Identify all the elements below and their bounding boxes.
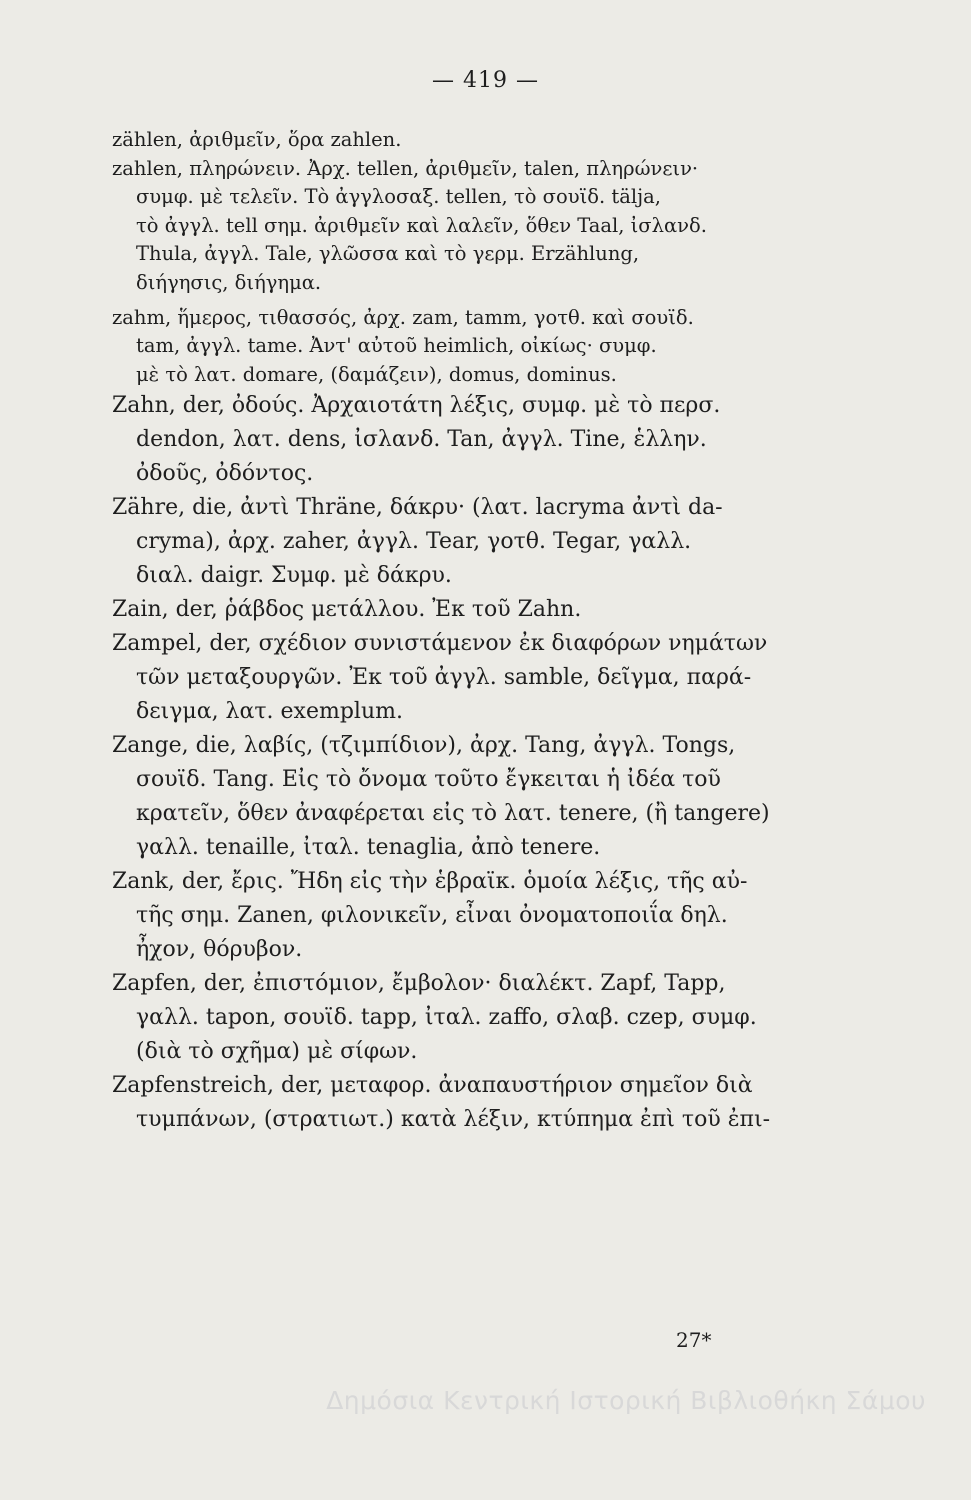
text-line: μὲ τὸ λατ. domare, (δαμάζειν), domus, dominus. [136,362,617,386]
text-line: dendon, λατ. dens, ἰσλανδ. Tan, ἀγγλ. Tine, ἑλλην. [136,427,707,453]
text-line: ἦχον, θόρυβον. [136,937,303,963]
text-line: τῶν μεταξουργῶν. Ἐκ τοῦ ἀγγλ. samble, δεῖγμα, παρά- [136,665,752,691]
text-line: Zapfenstreich, der, μεταφορ. ἀναπαυστήριον σημεῖον διὰ [112,1073,753,1099]
text-line: Zapfen, der, ἐπιστόμιον, ἔμβολον· διαλέκτ. Zapf, Tapp, [112,971,726,997]
text-line: Zähre, die, ἀντὶ Thräne, δάκρυ· (λατ. lacryma ἀντὶ da- [112,495,723,521]
text-line: (διὰ τὸ σχῆμα) μὲ σίφων. [136,1039,418,1065]
page-number: — 419 — [432,68,539,93]
text-line: zahm, ἥμερος, τιθασσός, ἀρχ. zam, tamm, γοτθ. καὶ σουϊδ. [112,305,694,329]
library-watermark: Δημόσια Κεντρική Ιστορική Βιβλιοθήκη Σάμου [326,1386,926,1415]
text-line: cryma), ἀρχ. zaher, ἀγγλ. Tear, γοτθ. Tegar, γαλλ. [136,529,692,555]
text-line: Zain, der, ῥάβδος μετάλλου. Ἐκ τοῦ Zahn. [112,597,582,623]
text-line: σουϊδ. Tang. Εἰς τὸ ὄνομα τοῦτο ἔγκειται ἡ ἰδέα τοῦ [136,767,721,793]
text-line: τῆς σημ. Zanen, φιλονικεῖν, εἶναι ὀνοματοποιΐα δηλ. [136,903,728,929]
text-line: ὀδοῦς, ὀδόντος. [136,461,314,487]
text-line: τυμπάνων, (στρατιωτ.) κατὰ λέξιν, κτύπημα ἐπὶ τοῦ ἐπι- [136,1107,771,1133]
text-line: Zank, der, ἔρις. Ἤδη εἰς τὴν ἑβραϊκ. ὁμοία λέξις, τῆς αὐ- [112,869,748,895]
text-line: συμφ. μὲ τελεῖν. Τὸ ἀγγλοσαξ. tellen, τὸ σουϊδ. tälja, [136,185,661,209]
text-line: zählen, ἀριθμεῖν, ὅρα zahlen. [112,128,402,151]
text-line: Zampel, der, σχέδιον συνιστάμενον ἐκ διαφόρων νημάτων [112,631,768,657]
text-line: zahlen, πληρώνειν. Ἀρχ. tellen, ἀριθμεῖν, talen, πληρώνειν· [112,156,699,180]
text-line: Zahn, der, ὀδούς. Ἀρχαιοτάτη λέξις, συμφ. μὲ τὸ περσ. [112,393,721,419]
text-line: διήγησις, διήγημα. [136,270,322,294]
dictionary-text [112,126,847,1137]
text-line: τὸ ἀγγλ. tell σημ. ἀριθμεῖν καὶ λαλεῖν, ὅθεν Taal, ἰσλανδ. [136,213,707,237]
text-line: γαλλ. tenaille, ἰταλ. tenaglia, ἀπὸ tenere. [136,835,601,861]
text-line: δειγμα, λατ. exemplum. [136,699,403,725]
text-line: κρατεῖν, ὅθεν ἀναφέρεται εἰς τὸ λατ. tenere, (ἢ tangere) [136,801,770,827]
signature-mark: 27* [676,1328,712,1352]
text-line: Thula, ἀγγλ. Tale, γλῶσσα καὶ τὸ γερμ. Erzählung, [136,242,640,266]
text-line: διαλ. daigr. Συμφ. μὲ δάκρυ. [136,563,452,589]
text-line: γαλλ. tapon, σουϊδ. tapp, ἰταλ. zaffo, σλαβ. czep, συμφ. [136,1005,757,1031]
text-line: Zange, die, λαβίς, (τζιμπίδιον), ἀρχ. Tang, ἀγγλ. Tongs, [112,733,736,759]
text-line: tam, ἀγγλ. tame. Ἀντ' αὐτοῦ heimlich, οἰκίως· συμφ. [136,334,657,358]
